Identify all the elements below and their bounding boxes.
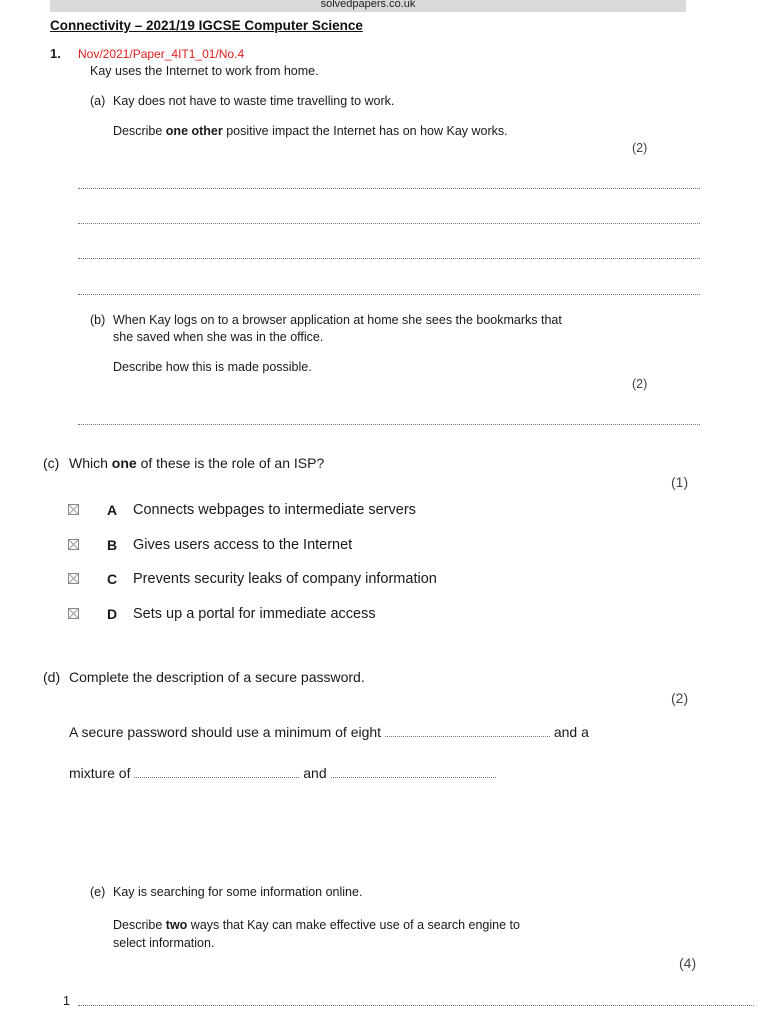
part-d-text: Complete the description of a secure password. [69,669,365,685]
part-e-instr-bold: two [165,918,188,932]
part-d-line2-pre: mixture of [69,765,131,781]
part-c-label: (c) [43,455,60,471]
answer-line[interactable] [78,1005,754,1006]
part-c-marks: (1) [671,474,689,490]
part-e-instruction-line2: select information. [113,936,215,950]
part-d-marks: (2) [671,690,689,706]
checkbox[interactable] [68,608,79,619]
part-a-instr-pre: Describe [113,124,166,138]
part-a-text: Kay does not have to waste time travelling to work. [113,94,395,108]
page-title: Connectivity – 2021/19 IGCSE Computer Science [50,18,363,33]
part-c-question [69,454,324,473]
option-c[interactable] [68,571,568,591]
part-e-marks: (4) [679,955,697,971]
option-text: Prevents security leaks of company information [133,571,437,587]
part-e-text: Kay is searching for some information online. [113,885,363,899]
part-a-instruction [113,123,508,140]
question-reference: Nov/2021/Paper_4IT1_01/No.4 [78,47,245,61]
option-a[interactable] [68,502,568,522]
cross-icon [69,609,78,618]
part-e-instr-pre: Describe [113,918,166,932]
cross-icon [69,505,78,514]
option-letter: C [107,571,118,587]
option-text: Sets up a portal for immediate access [133,606,376,622]
part-b-text-line1: When Kay logs on to a browser application at home she sees the bookmarks that [113,313,562,327]
site-name: solvedpapers.co.uk [320,0,416,10]
question-intro: Kay uses the Internet to work from home. [90,64,319,78]
answer-line[interactable] [78,424,700,425]
part-d-line2 [69,764,496,783]
blank-input[interactable] [385,725,550,737]
option-text: Connects webpages to intermediate servers [133,502,416,518]
part-b-instruction: Describe how this is made possible. [113,360,312,374]
part-e-instruction-line1 [113,917,520,934]
option-letter: B [107,537,118,553]
part-d-line1 [69,723,589,742]
part-d-line1-pre: A secure password should use a minimum of eight [69,724,382,740]
part-c-q-bold: one [111,455,137,471]
part-b-marks: (2) [632,377,648,391]
blank-input[interactable] [331,766,496,778]
option-letter: A [107,502,118,518]
answer-line[interactable] [78,294,700,295]
answer-line[interactable] [78,258,700,259]
checkbox[interactable] [68,539,79,550]
cross-icon [69,540,78,549]
part-c-q-post: of these is the role of an ISP? [136,455,325,471]
blank-input[interactable] [134,766,299,778]
option-d[interactable] [68,606,568,626]
part-b-text-line2: she saved when she was in the office. [113,330,324,344]
option-b[interactable] [68,537,568,557]
part-a-instr-post: positive impact the Internet has on how Kay works. [222,124,508,138]
part-d-line1-post: and a [553,724,589,740]
question-number: 1. [50,46,61,61]
part-e-instr-post: ways that Kay can make effective use of a search engine to [187,918,520,932]
header-bar [50,0,686,12]
option-letter: D [107,606,118,622]
answer-number: 1 [63,994,70,1008]
part-a-label: (a) [90,94,106,108]
cross-icon [69,574,78,583]
part-b-label: (b) [90,313,106,327]
part-e-label: (e) [90,885,106,899]
option-text: Gives users access to the Internet [133,537,353,553]
part-a-marks: (2) [632,141,648,155]
part-a-instr-bold: one other [165,124,223,138]
answer-line[interactable] [78,223,700,224]
part-c-q-pre: Which [69,455,112,471]
checkbox[interactable] [68,573,79,584]
answer-line[interactable] [78,188,700,189]
part-d-label: (d) [43,669,61,685]
part-d-line2-mid: and [303,765,327,781]
checkbox[interactable] [68,504,79,515]
